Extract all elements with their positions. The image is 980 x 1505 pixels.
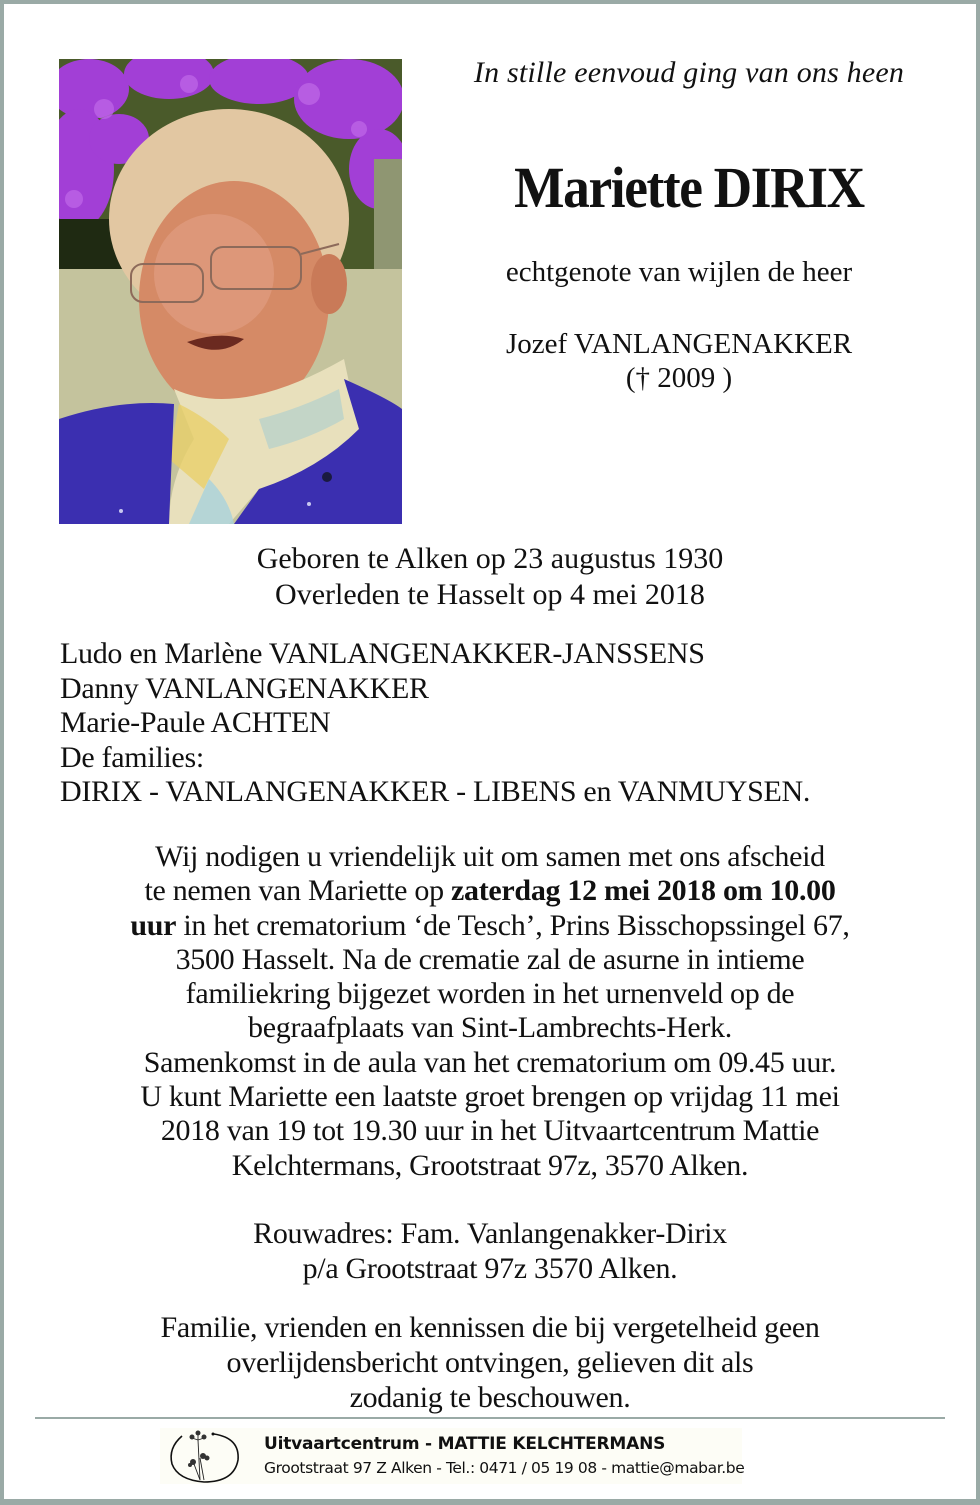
family-line: DIRIX - VANLANGENAKKER - LIBENS en VANMUYSEN.	[60, 775, 811, 808]
ceremony-datetime: zaterdag 12 mei 2018 om 10.00	[451, 874, 836, 908]
spouse-name: Jozef VANLANGENAKKER	[505, 328, 853, 360]
family-line: Danny VANLANGENAKKER	[60, 671, 429, 705]
invitation-line: Wij nodigen u vriendelijk uit om samen met ons afscheid	[155, 840, 825, 873]
address-line: p/a Grootstraat 97z 3570 Alken.	[302, 1252, 678, 1285]
notice-line: overlijdensbericht ontvingen, gelieven dit als	[226, 1346, 754, 1379]
death-notice-page	[4, 4, 976, 1499]
invitation-text: in het crematorium ‘de Tesch’, Prins Bisschopssingel 67,	[176, 908, 850, 942]
invitation-line: 2018 van 19 tot 19.30 uur in het Uitvaartcentrum Mattie	[160, 1114, 820, 1148]
family-line: De families:	[60, 740, 204, 774]
family-list	[60, 637, 940, 810]
invitation-line: 3500 Hasselt. Na de crematie zal de asurne in intieme	[175, 942, 805, 976]
portrait-image	[59, 59, 402, 524]
notice-line: Familie, vrienden en kennissen die bij vergetelheid geen	[160, 1311, 820, 1344]
invitation-line: begraafplaats van Sint-Lambrechts-Herk.	[248, 1011, 732, 1045]
birth-line: Geboren te Alken op 23 augustus 1930	[256, 542, 724, 575]
notice-line: zodanig te beschouwen.	[349, 1381, 631, 1414]
family-line: Marie-Paule ACHTEN	[60, 706, 331, 739]
invitation-line	[40, 909, 940, 943]
funeral-home-contact: Grootstraat 97 Z Alken - Tel.: 0471 / 05 19 08 - mattie@mabar.be	[264, 1459, 745, 1477]
invitation-text: te nemen van Mariette op	[144, 874, 451, 908]
notice-paragraph	[4, 1310, 976, 1415]
ceremony-datetime-cont: uur	[130, 908, 177, 942]
funeral-home-name: Uitvaartcentrum - MATTIE KELCHTERMANS	[264, 1434, 666, 1454]
invitation-line	[40, 874, 940, 908]
invitation-line: familiekring bijgezet worden in het urnenveld op de	[185, 977, 795, 1011]
invitation-paragraph	[40, 840, 940, 1183]
invitation-line: U kunt Mariette een laatste groet brengen op vrijdag 11 mei	[140, 1080, 840, 1114]
address-line: Rouwadres: Fam. Vanlangenakker-Dirix	[253, 1217, 727, 1250]
portrait-photo	[59, 59, 402, 524]
flower-circle-logo-icon	[164, 1428, 246, 1484]
deceased-name: Mariette DIRIX	[514, 155, 864, 220]
family-line: Ludo en Marlène VANLANGENAKKER-JANSSENS	[60, 637, 705, 670]
spouse-label: echtgenote van wijlen de heer	[505, 256, 853, 288]
intro-text: In stille eenvoud ging van ons heen	[473, 56, 905, 89]
invitation-line: Kelchtermans, Grootstraat 97z, 3570 Alken.	[231, 1148, 749, 1182]
funeral-home-footer	[160, 1428, 745, 1484]
invitation-line: Samenkomst in de aula van het crematorium om 09.45 uur.	[143, 1045, 837, 1079]
death-line: Overleden te Hasselt op 4 mei 2018	[275, 578, 705, 611]
footer-divider	[35, 1417, 945, 1419]
spouse-death-year: († 2009 )	[625, 362, 733, 394]
life-dates	[4, 541, 976, 613]
mourning-address	[4, 1216, 976, 1286]
